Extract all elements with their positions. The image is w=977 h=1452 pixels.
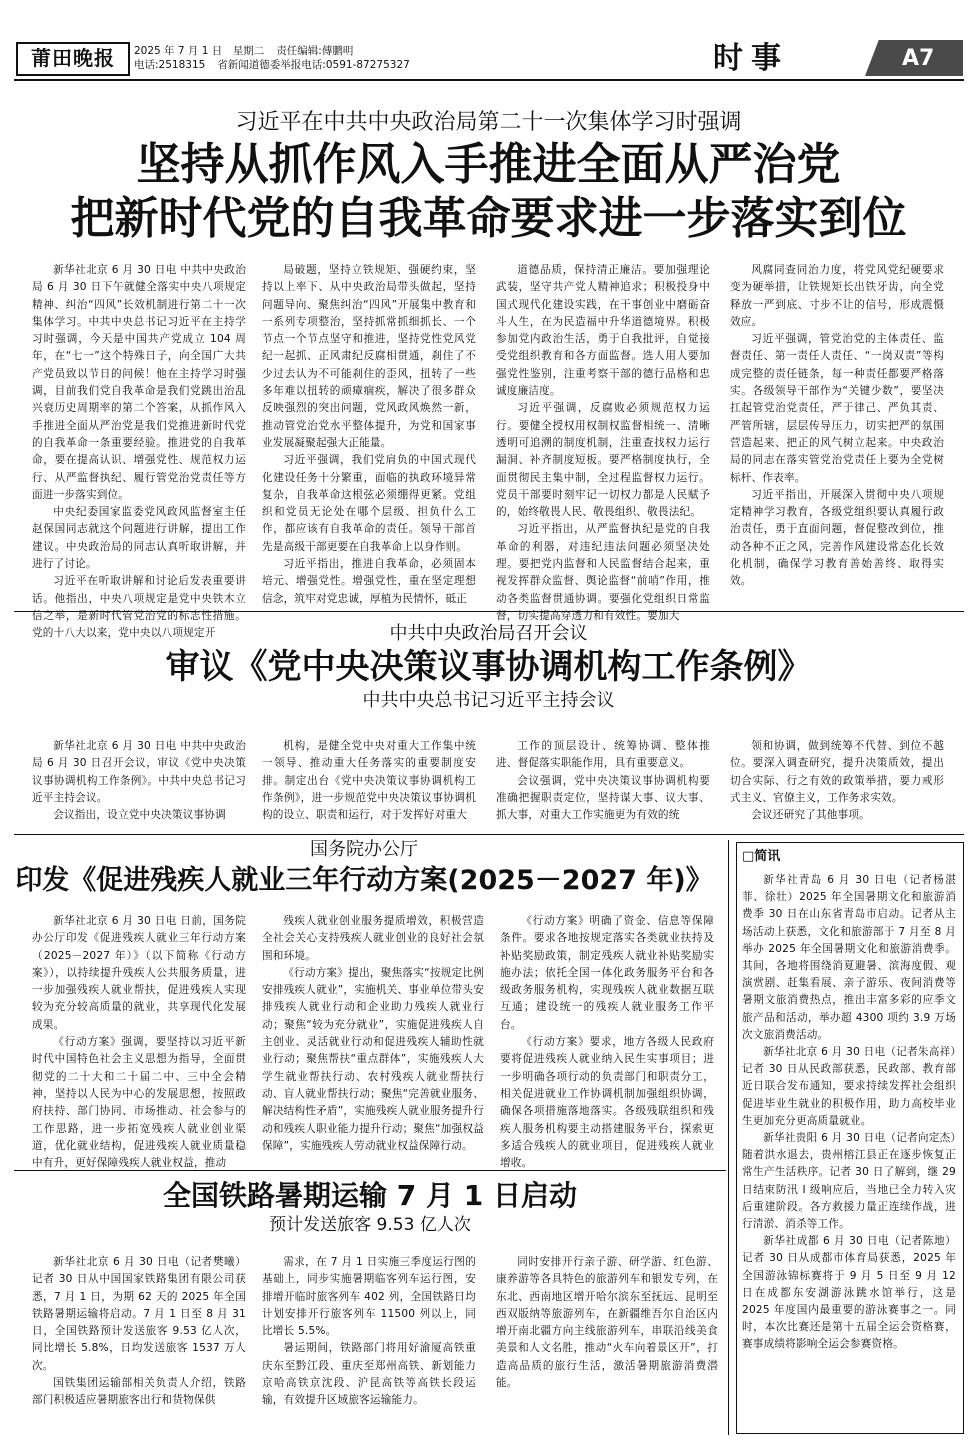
article4-headline: 全国铁路暑期运输 7 月 1 日启动	[163, 1179, 577, 1212]
article2-column-4	[730, 738, 944, 824]
article4-column-3	[496, 1254, 718, 1438]
paragraph: 机构，是健全党中央对重大工作集中统一领导、推动重大任务落实的重要制度安排。制定出台《党中央决策议事协调机构工作条例》，进一步规范党中央决策议事协调机构的设立、职责和运行，对于发挥好对重大	[262, 740, 476, 822]
paragraph: 会议强调，党中央决策议事协调机构要准确把握职责定位，坚持谋大事、议大事、抓大事，对重大工作实施更为有效的统	[496, 774, 710, 822]
brief-item: 新华社贵阳 6 月 30 日电（记者向定杰）随着洪水退去，贵州榕江县正在逐步恢复正常生产生活秩序。记者 30 日了解到，继 29 日结束防汛 I 级响应后，当地已全力转入灾后重建阶段。各方救援力量正连续作战，进行清淤、消杀等工作。	[742, 1132, 956, 1231]
article1-headline-1: 坚持从抓作风入手推进全面从严治党	[136, 139, 841, 190]
paragraph: 局破题，坚持立铁规矩、强硬约束，坚持以上率下、从中央政治局带头做起，坚持问题导向、聚焦纠治“四风”开展集中教育和一系列专项整治，坚持抓常抓细抓长、一个节点一个节点坚守和推进，坚持党性党风党纪一起抓、正风肃纪反腐相贯通，刹住了不少过去认为不可能刹住的歪风，扭转了一些多年难以扭转的顽瘴痼疾，解决了很多群众反映强烈的突出问题，党风政风焕然一新，推动管党治党水平整体提升，为党和国家事业发展凝聚起强大正能量。	[262, 264, 476, 449]
article3-kicker: 国务院办公厅	[310, 839, 418, 860]
paragraph: 会议还研究了其他事项。	[751, 809, 870, 822]
header-meta	[134, 44, 422, 72]
paragraph: 同时安排开行亲子游、研学游、红色游、康养游等各具特色的旅游列车和银发专列，在东北、西南地区增开哈尔滨东至抚远、昆明至西双版纳等旅游列车，在新疆维吾尔自治区内增开南北疆方向主线旅游列车，串联沿线美食美景和人文名胜，推动“火车向着景区开”，打造高品质的旅行生活，激活暑期旅游消费潜能。	[496, 1256, 718, 1390]
paragraph: 需求，在 7 月 1 日实施三季度运行图的基础上，同步实施暑期临客列车运行图，安排增开临时旅客列车 402 列，全国铁路日均计划安排开行旅客列车 11500 列以上，同比增长 5.5%。	[262, 1256, 476, 1338]
paragraph: 道德品质，保持清正廉洁。要加强理论武装，坚守共产党人精神追求；积极投身中国式现代化建设实践，在干事创业中磨砺奋斗人生，在为民造福中升华道德境界。积极参加党内政治生活，勇于自我批评，自觉接受党组织教育和各方面监督。选人用人要加强党性鉴别，注重考察干部的德行品格和忠诚度廉洁度。	[496, 264, 710, 398]
paragraph: 暑运期间，铁路部门将用好渝厦高铁重庆东至黔江段、重庆至郑州高铁、新划能力京哈高铁京沈段、沪昆高铁等高铁长段运输，有效提升区域旅客运输能力。	[262, 1342, 476, 1407]
paragraph: 新华社北京 6 月 30 日电 中共中央政治局 6 月 30 日下午就健全落实中央八项规定精神、纠治“四风”长效机制进行第二十一次集体学习。中共中央总书记习近平在主持学习时强调，今天是中国共产党成立 104 周年，在“七一”这个特殊日子，向全国广大共产党员致以节日的问候！他在主持学习时强调，目前我们党自我革命是我们党跳出治乱兴衰历史周期率的第二个答案，从抓作风入手推进全面从严治党是我们党推进新时代党的自我革命一条重要经验。推进党的自我革命，要在提高认识、增强党性、规范权力运行、从严监督执纪、履行管党治党责任等方面进一步落实到位。	[32, 264, 246, 501]
paragraph: 会议指出，设立党中央决策议事协调	[53, 809, 226, 822]
article3-headline: 印发《促进残疾人就业三年行动方案(2025－2027 年)》	[15, 865, 713, 896]
brief-title: □简讯	[742, 849, 781, 864]
sidebar-divider	[728, 840, 729, 1435]
paragraph: 《行动方案》明确了资金、信息等保障条件。要求各地按规定落实各类就业扶持及补贴奖励政策，制定残疾人就业补贴奖励实施办法；依托全国一体化政务服务平台和各级政务服务机构，实现残疾人就业数据互联互通；建设统一的残疾人就业服务工作平台。	[500, 915, 714, 1031]
paragraph: 领和协调，做到统筹不代替、到位不越位。要深入调查研究，提升决策质效，提出切合实际、行之有效的政策举措，要力戒形式主义、官僚主义，工作务求实效。	[730, 740, 944, 804]
article1-column-3	[496, 262, 710, 622]
issue-date: 2025 年 7 月 1 日 星期二	[134, 45, 265, 57]
paragraph: 风腐同查同治力度，将党风党纪硬要求变为硬举措，让铁规矩长出铁牙齿，向全党释放一严到底、寸步不让的信号，形成震慑效应。	[730, 264, 944, 328]
paragraph: 残疾人就业创业服务提质增效，积极营造全社会关心支持残疾人就业创业的良好社会氛围和环境。	[262, 915, 484, 962]
paragraph: 习近平在听取讲解和讨论后发表重要讲话。他指出，中央八项规定是党中央铁木立信之举，是新时代管党治党的标志性措施。党的十八大以来，党中央以八项规定开	[32, 575, 246, 640]
paragraph: 《行动方案》要求，地方各级人民政府要将促进残疾人就业纳入民生实事项目；进一步明确各项行动的负责部门和职责分工，相关促进就业工作协调机制加强组织协调，确保各项措施落地落实。各级残联组织和残疾人服务机构要主动搭建服务平台，探索更多适合残疾人的就业项目，促进残疾人就业增收。	[500, 1036, 714, 1170]
brief-item: 新华社青岛 6 月 30 日电（记者杨湛菲、徐壮）2025 年全国暑期文化和旅游消费季 30 日在山东省青岛市启动。记者从主场活动上获悉，文化和旅游部于 7 月至 8 月举办 2025 年全国暑期文化和旅游消费季。其间，各地将围绕消夏避暑、滨海度假、观演赏剧、赶集看展、亲子游乐、夜间消费等暑期文旅消费热点，推出丰富多彩的应季文旅产品和活动，举办超 4300 项约 3.9 万场次文旅消费活动。	[742, 874, 956, 1041]
article2-kicker: 中共中央政治局召开会议	[389, 623, 588, 644]
brief-item: 新华社成都 6 月 30 日电（记者陈地）记者 30 日从成都市体育局获悉，2025 年全国游泳锦标赛将于 9 月 5 日至 9 月 12 日在成都东安湖游泳跳水馆举行，这是 2025 年度国内最重要的游泳赛事之一。同时，本次比赛还是第十五届全运会资格赛，赛事成绩将影响全运会参赛资格。	[742, 1235, 956, 1351]
article2-subhead: 中共中央总书记习近平主持会议	[362, 690, 615, 711]
paragraph: 习近平强调，我们党肩负的中国式现代化建设任务十分繁重，面临的执政环境异常复杂，自我革命这根弦必须绷得更紧。党组织和党员无论处在哪个层级、担负什么工作，都应该有自我革命的责任。领导干部首先是高级干部更要在自我革命上以身作则。	[262, 454, 476, 553]
article2-column-1	[32, 738, 246, 824]
paragraph: 习近平强调，管党治党的主体责任、监督责任、第一责任人责任、“一岗双责”等构成完整的责任链条，每一种责任都要严格落实。各级领导干部作为“关键少数”，要坚决扛起管党治党责任，严于律己、严负其责、严管所辖，层层传导压力，切实把严的氛围营造起来、把正的风气树立起来。中央政治局的同志在落实管党治党责任上要为全党树标杆、作表率。	[730, 333, 944, 484]
section-title: 时事	[713, 41, 789, 76]
article1-headline-2: 把新时代党的自我革命要求进一步落实到位	[70, 193, 907, 244]
article4-subhead: 预计发送旅客 9.53 亿人次	[269, 1215, 471, 1235]
article1-column-4	[730, 262, 944, 602]
article4-column-2	[262, 1254, 476, 1438]
article2-column-2	[262, 738, 476, 824]
phone-number: 电话:2518315	[134, 59, 206, 71]
paragraph: 《行动方案》提出，聚焦落实“按规定比例安排残疾人就业”，实施机关、事业单位带头安排残疾人就业行动和企业助力残疾人就业行动；聚焦“较为充分就业”，实施促进残疾人自主创业、灵活就业行动和促进残疾人辅助性就业行动；聚焦帮扶“重点群体”，实施残疾人大学生就业帮扶行动、农村残疾人就业帮扶行动、盲人就业帮扶行动；聚焦“完善就业服务、解决结构性矛盾”，实施残疾人就业服务提升行动和残疾人职业能力提升行动；聚焦“加强权益保障”，实施残疾人劳动就业权益保障行动。	[262, 966, 484, 1152]
page-number: A7	[902, 46, 935, 71]
section-divider	[14, 834, 964, 835]
paragraph: 工作的顶层设计、统筹协调、整体推进、督促落实职能作用，具有重要意义。	[496, 740, 710, 770]
brief-list	[742, 872, 956, 1428]
paragraph: 习近平指出，推进自我革命，必须固本培元、增强党性。增强党性，重在坚定理想信念，筑牢对党忠诚，厚植为民情怀，砥正	[262, 558, 476, 605]
article1-column-1	[32, 262, 246, 640]
section-divider	[14, 1170, 726, 1171]
article3-column-3	[500, 913, 714, 1170]
article1-kicker: 习近平在中共中央政治局第二十一次集体学习时强调	[235, 110, 742, 135]
section-divider	[14, 611, 964, 612]
header-rule	[14, 79, 964, 81]
paragraph: 新华社北京 6 月 30 日电 中共中央政治局 6 月 30 日召开会议，审议《党中央决策议事协调机构工作条例》。中共中央总书记习近平主持会议。	[32, 740, 246, 804]
brief-item: 新华社北京 6 月 30 日电（记者朱高祥）记者 30 日从民政部获悉，民政部、教育部近日联合发布通知，要求持续发挥社会组织促进毕业生就业的积极作用，助力高校毕业生更加充分更高质量就业。	[742, 1046, 956, 1127]
paragraph: 习近平强调，反腐败必须规范权力运行。要健全授权用权制权监督相统一、清晰透明可追溯的制度机制，注重查找权力运行漏洞、补齐制度短板。要严格制度执行，全面贯彻民主集中制，全过程监督权力运行。党员干部要时刻牢记一切权力都是人民赋予的，始终敬畏人民、敬畏组织、敬畏法纪。	[496, 402, 710, 519]
article3-column-1	[32, 913, 246, 1170]
paragraph: 习近平指出，从严监督执纪是党的自我革命的利器，对违纪违法问题必须坚决处理。要把党内监督和人民监督结合起来，重视发挥群众监督、舆论监督“前哨”作用，推动各类监督贯通协调。要强化党组织日常监督，切实提高穿透力和有效性。要加大	[496, 523, 710, 622]
paragraph: 《行动方案》强调，要坚持以习近平新时代中国特色社会主义思想为指导，全面贯彻党的二十大和二十届二中、三中全会精神，坚持以人民为中心的发展思想，按照政府扶持、部门协同、市场推动、社会参与的工作思路，进一步拓宽残疾人就业创业渠道，优化就业结构，促进残疾人就业质量稳中有升，更好保障残疾人就业权益，推动	[32, 1036, 246, 1170]
article2-headline: 审议《党中央决策议事协调机构工作条例》	[165, 647, 812, 687]
paragraph: 国铁集团运输部相关负责人介绍，铁路部门积极适应暑期旅客出行和货物保供	[32, 1377, 246, 1407]
paragraph: 新华社北京 6 月 30 日电 日前，国务院办公厅印发《促进残疾人就业三年行动方案（2025－2027 年）》（以下简称《行动方案》），以持续提升残疾人公共服务质量，进一步加强残疾人就业帮扶，促进残疾人实现较为充分较高质量的就业，共享现代化发展成果。	[32, 915, 246, 1031]
paragraph: 习近平指出，开展深入贯彻中央八项规定精神学习教育，各级党组织要认真履行政治责任，勇于直面问题，督促整改到位，推动各种不正之风，完善作风建设常态化长效化机制，确保学习教育善始善终、取得实效。	[730, 488, 944, 588]
article3-column-2	[262, 913, 484, 1163]
masthead-logo: 莆田晚报	[16, 42, 130, 76]
article2-column-3	[496, 738, 710, 824]
article4-column-1	[32, 1254, 246, 1438]
editor-name: 责任编辑:傅鹏明	[276, 45, 354, 57]
article1-column-2	[262, 262, 476, 605]
paragraph: 中央纪委国家监委党风政风监督室主任赵保国同志就这个问题进行讲解，提出工作建议。中央政治局的同志认真听取讲解，并进行了讨论。	[32, 506, 246, 571]
report-hotline: 省新闻道德委举报电话:0591-87275327	[217, 59, 410, 71]
paragraph: 新华社北京 6 月 30 日电（记者樊曦）记者 30 日从中国国家铁路集团有限公司获悉，7 月 1 日，为期 62 天的 2025 年全国铁路暑期运输将启动。7 月 1 日至 8 月 31 日，全国铁路预计发送旅客 9.53 亿人次，同比增长 5.8%，日均发送旅客 1537 万人次。	[32, 1256, 246, 1372]
